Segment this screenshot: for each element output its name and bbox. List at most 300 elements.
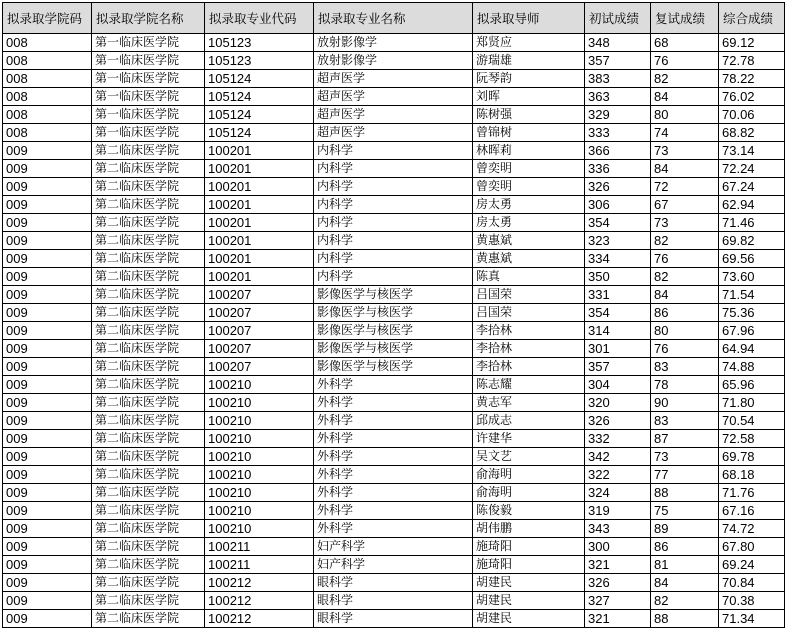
cell-overall-score: 74.72 [719, 520, 785, 538]
cell-major-name: 外科学 [314, 394, 473, 412]
cell-initial-score: 354 [585, 304, 651, 322]
cell-college-code: 009 [3, 520, 92, 538]
cell-initial-score: 321 [585, 610, 651, 628]
cell-college-name: 第二临床医学院 [92, 196, 205, 214]
table-row [3, 124, 785, 142]
cell-retest-score: 84 [651, 574, 719, 592]
table-row [3, 430, 785, 448]
cell-retest-score: 86 [651, 304, 719, 322]
cell-retest-score: 87 [651, 430, 719, 448]
cell-initial-score: 343 [585, 520, 651, 538]
cell-major-code: 100211 [205, 556, 314, 574]
cell-supervisor: 胡建民 [473, 592, 585, 610]
cell-college-name: 第二临床医学院 [92, 466, 205, 484]
cell-major-code: 100201 [205, 250, 314, 268]
cell-overall-score: 70.84 [719, 574, 785, 592]
cell-supervisor: 阮琴韵 [473, 70, 585, 88]
cell-retest-score: 67 [651, 196, 719, 214]
cell-retest-score: 82 [651, 592, 719, 610]
cell-college-code: 009 [3, 304, 92, 322]
cell-major-code: 100210 [205, 466, 314, 484]
cell-supervisor: 俞海明 [473, 484, 585, 502]
cell-college-code: 009 [3, 322, 92, 340]
cell-college-code: 009 [3, 268, 92, 286]
cell-college-code: 008 [3, 52, 92, 70]
cell-supervisor: 李拾林 [473, 358, 585, 376]
table-row [3, 502, 785, 520]
cell-initial-score: 332 [585, 430, 651, 448]
cell-retest-score: 76 [651, 340, 719, 358]
cell-initial-score: 306 [585, 196, 651, 214]
cell-college-name: 第二临床医学院 [92, 250, 205, 268]
table-row [3, 412, 785, 430]
cell-initial-score: 324 [585, 484, 651, 502]
table-row [3, 304, 785, 322]
cell-retest-score: 88 [651, 610, 719, 628]
cell-major-name: 眼科学 [314, 610, 473, 628]
cell-retest-score: 82 [651, 70, 719, 88]
cell-major-code: 100207 [205, 322, 314, 340]
cell-overall-score: 72.78 [719, 52, 785, 70]
cell-overall-score: 69.78 [719, 448, 785, 466]
table-row [3, 610, 785, 628]
cell-college-name: 第二临床医学院 [92, 556, 205, 574]
cell-college-code: 009 [3, 250, 92, 268]
cell-major-code: 100207 [205, 358, 314, 376]
cell-college-code: 009 [3, 484, 92, 502]
cell-supervisor: 施琦阳 [473, 556, 585, 574]
cell-supervisor: 胡建民 [473, 610, 585, 628]
cell-retest-score: 78 [651, 376, 719, 394]
cell-college-name: 第二临床医学院 [92, 322, 205, 340]
table-row [3, 394, 785, 412]
header-initial-score: 初试成绩 [585, 3, 651, 34]
cell-major-name: 外科学 [314, 376, 473, 394]
cell-major-name: 超声医学 [314, 124, 473, 142]
cell-overall-score: 68.82 [719, 124, 785, 142]
cell-college-name: 第二临床医学院 [92, 538, 205, 556]
cell-supervisor: 陈俊毅 [473, 502, 585, 520]
cell-college-code: 008 [3, 34, 92, 52]
cell-retest-score: 86 [651, 538, 719, 556]
cell-major-code: 105124 [205, 88, 314, 106]
cell-college-code: 009 [3, 232, 92, 250]
header-major-name: 拟录取专业名称 [314, 3, 473, 34]
cell-major-code: 105123 [205, 34, 314, 52]
cell-supervisor: 林晖莉 [473, 142, 585, 160]
cell-initial-score: 333 [585, 124, 651, 142]
cell-college-code: 009 [3, 214, 92, 232]
cell-major-name: 影像医学与核医学 [314, 322, 473, 340]
cell-college-code: 009 [3, 502, 92, 520]
header-supervisor: 拟录取导师 [473, 3, 585, 34]
cell-initial-score: 350 [585, 268, 651, 286]
cell-college-name: 第二临床医学院 [92, 268, 205, 286]
cell-retest-score: 73 [651, 214, 719, 232]
cell-overall-score: 76.02 [719, 88, 785, 106]
cell-retest-score: 83 [651, 412, 719, 430]
cell-college-name: 第二临床医学院 [92, 304, 205, 322]
cell-supervisor: 陈志耀 [473, 376, 585, 394]
cell-supervisor: 吕国荣 [473, 304, 585, 322]
cell-college-name: 第二临床医学院 [92, 178, 205, 196]
cell-major-name: 外科学 [314, 484, 473, 502]
cell-initial-score: 331 [585, 286, 651, 304]
cell-college-name: 第二临床医学院 [92, 520, 205, 538]
cell-overall-score: 68.18 [719, 466, 785, 484]
cell-major-code: 100201 [205, 178, 314, 196]
cell-college-code: 009 [3, 556, 92, 574]
table-row [3, 520, 785, 538]
cell-major-code: 105124 [205, 106, 314, 124]
cell-retest-score: 74 [651, 124, 719, 142]
header-college-code: 拟录取学院码 [3, 3, 92, 34]
cell-major-name: 内科学 [314, 160, 473, 178]
cell-initial-score: 354 [585, 214, 651, 232]
cell-major-name: 外科学 [314, 520, 473, 538]
table-row [3, 322, 785, 340]
cell-overall-score: 71.34 [719, 610, 785, 628]
admission-table [2, 2, 785, 628]
cell-college-code: 009 [3, 340, 92, 358]
cell-major-code: 100210 [205, 502, 314, 520]
cell-major-name: 内科学 [314, 142, 473, 160]
cell-major-name: 外科学 [314, 412, 473, 430]
cell-initial-score: 327 [585, 592, 651, 610]
cell-college-name: 第二临床医学院 [92, 142, 205, 160]
table-row [3, 574, 785, 592]
header-major-code: 拟录取专业代码 [205, 3, 314, 34]
cell-supervisor: 黄惠斌 [473, 232, 585, 250]
cell-retest-score: 76 [651, 250, 719, 268]
table-row [3, 286, 785, 304]
cell-supervisor: 郑贤应 [473, 34, 585, 52]
cell-college-name: 第二临床医学院 [92, 412, 205, 430]
table-row [3, 268, 785, 286]
cell-college-name: 第二临床医学院 [92, 358, 205, 376]
cell-overall-score: 67.24 [719, 178, 785, 196]
cell-initial-score: 326 [585, 574, 651, 592]
cell-supervisor: 游瑞雄 [473, 52, 585, 70]
table-row [3, 448, 785, 466]
cell-supervisor: 黄惠斌 [473, 250, 585, 268]
cell-major-code: 100201 [205, 196, 314, 214]
cell-overall-score: 62.94 [719, 196, 785, 214]
cell-college-name: 第二临床医学院 [92, 340, 205, 358]
cell-major-code: 100210 [205, 430, 314, 448]
cell-initial-score: 357 [585, 52, 651, 70]
table-row [3, 88, 785, 106]
cell-initial-score: 336 [585, 160, 651, 178]
cell-overall-score: 71.54 [719, 286, 785, 304]
cell-overall-score: 73.14 [719, 142, 785, 160]
cell-college-code: 009 [3, 142, 92, 160]
cell-college-code: 009 [3, 196, 92, 214]
cell-retest-score: 68 [651, 34, 719, 52]
cell-major-name: 放射影像学 [314, 34, 473, 52]
cell-retest-score: 83 [651, 358, 719, 376]
cell-initial-score: 304 [585, 376, 651, 394]
table-row [3, 70, 785, 88]
cell-major-code: 105124 [205, 70, 314, 88]
cell-major-code: 100210 [205, 448, 314, 466]
cell-major-name: 外科学 [314, 448, 473, 466]
cell-retest-score: 88 [651, 484, 719, 502]
cell-major-code: 100210 [205, 376, 314, 394]
cell-college-code: 009 [3, 448, 92, 466]
cell-initial-score: 314 [585, 322, 651, 340]
cell-supervisor: 许建华 [473, 430, 585, 448]
cell-major-name: 影像医学与核医学 [314, 358, 473, 376]
cell-major-code: 100207 [205, 286, 314, 304]
cell-college-code: 008 [3, 70, 92, 88]
cell-supervisor: 邱成志 [473, 412, 585, 430]
cell-college-code: 009 [3, 466, 92, 484]
table-row [3, 232, 785, 250]
cell-overall-score: 75.36 [719, 304, 785, 322]
table-row [3, 142, 785, 160]
cell-overall-score: 73.60 [719, 268, 785, 286]
cell-major-code: 100212 [205, 592, 314, 610]
cell-overall-score: 72.58 [719, 430, 785, 448]
cell-major-name: 妇产科学 [314, 538, 473, 556]
cell-college-name: 第一临床医学院 [92, 88, 205, 106]
cell-major-name: 影像医学与核医学 [314, 286, 473, 304]
cell-supervisor: 吴文艺 [473, 448, 585, 466]
cell-college-code: 009 [3, 160, 92, 178]
table-row [3, 358, 785, 376]
cell-college-code: 009 [3, 394, 92, 412]
cell-overall-score: 74.88 [719, 358, 785, 376]
cell-retest-score: 84 [651, 88, 719, 106]
cell-major-name: 放射影像学 [314, 52, 473, 70]
cell-overall-score: 67.96 [719, 322, 785, 340]
cell-major-name: 内科学 [314, 196, 473, 214]
cell-supervisor: 房太勇 [473, 196, 585, 214]
cell-overall-score: 69.12 [719, 34, 785, 52]
cell-college-name: 第二临床医学院 [92, 376, 205, 394]
cell-major-code: 100201 [205, 142, 314, 160]
cell-major-name: 超声医学 [314, 70, 473, 88]
cell-overall-score: 70.54 [719, 412, 785, 430]
cell-overall-score: 69.24 [719, 556, 785, 574]
table-row [3, 106, 785, 124]
cell-major-name: 内科学 [314, 268, 473, 286]
cell-major-name: 内科学 [314, 250, 473, 268]
cell-college-name: 第二临床医学院 [92, 214, 205, 232]
cell-college-name: 第一临床医学院 [92, 34, 205, 52]
cell-initial-score: 348 [585, 34, 651, 52]
cell-major-code: 105123 [205, 52, 314, 70]
table-row [3, 340, 785, 358]
cell-retest-score: 73 [651, 448, 719, 466]
cell-initial-score: 357 [585, 358, 651, 376]
cell-major-code: 100211 [205, 538, 314, 556]
cell-college-name: 第二临床医学院 [92, 502, 205, 520]
cell-supervisor: 陈树强 [473, 106, 585, 124]
cell-retest-score: 82 [651, 268, 719, 286]
cell-supervisor: 曾锦树 [473, 124, 585, 142]
cell-initial-score: 383 [585, 70, 651, 88]
cell-major-code: 100210 [205, 394, 314, 412]
cell-supervisor: 房太勇 [473, 214, 585, 232]
cell-major-name: 影像医学与核医学 [314, 340, 473, 358]
cell-supervisor: 李拾林 [473, 340, 585, 358]
table-row [3, 160, 785, 178]
header-college-name: 拟录取学院名称 [92, 3, 205, 34]
cell-retest-score: 80 [651, 106, 719, 124]
cell-overall-score: 71.76 [719, 484, 785, 502]
cell-college-name: 第二临床医学院 [92, 610, 205, 628]
cell-supervisor: 施琦阳 [473, 538, 585, 556]
cell-supervisor: 吕国荣 [473, 286, 585, 304]
cell-overall-score: 78.22 [719, 70, 785, 88]
cell-college-name: 第二临床医学院 [92, 232, 205, 250]
cell-overall-score: 69.56 [719, 250, 785, 268]
cell-initial-score: 322 [585, 466, 651, 484]
cell-retest-score: 82 [651, 232, 719, 250]
cell-college-code: 009 [3, 178, 92, 196]
table-row [3, 34, 785, 52]
cell-overall-score: 69.82 [719, 232, 785, 250]
cell-major-name: 内科学 [314, 178, 473, 196]
cell-major-name: 妇产科学 [314, 556, 473, 574]
cell-major-name: 外科学 [314, 430, 473, 448]
cell-retest-score: 89 [651, 520, 719, 538]
cell-initial-score: 300 [585, 538, 651, 556]
cell-college-code: 009 [3, 610, 92, 628]
cell-college-code: 009 [3, 574, 92, 592]
cell-overall-score: 71.46 [719, 214, 785, 232]
cell-college-code: 009 [3, 592, 92, 610]
cell-initial-score: 366 [585, 142, 651, 160]
header-row [3, 3, 785, 34]
cell-initial-score: 363 [585, 88, 651, 106]
cell-overall-score: 67.16 [719, 502, 785, 520]
cell-college-name: 第二临床医学院 [92, 430, 205, 448]
cell-college-code: 009 [3, 430, 92, 448]
cell-retest-score: 73 [651, 142, 719, 160]
cell-retest-score: 80 [651, 322, 719, 340]
cell-overall-score: 70.06 [719, 106, 785, 124]
cell-major-code: 100201 [205, 232, 314, 250]
cell-supervisor: 曾奕明 [473, 178, 585, 196]
cell-overall-score: 71.80 [719, 394, 785, 412]
cell-major-code: 100207 [205, 340, 314, 358]
cell-major-code: 100210 [205, 412, 314, 430]
cell-college-code: 008 [3, 106, 92, 124]
cell-major-code: 100201 [205, 160, 314, 178]
cell-retest-score: 81 [651, 556, 719, 574]
cell-college-name: 第二临床医学院 [92, 592, 205, 610]
cell-overall-score: 65.96 [719, 376, 785, 394]
cell-retest-score: 84 [651, 160, 719, 178]
table-row [3, 52, 785, 70]
cell-college-name: 第二临床医学院 [92, 574, 205, 592]
table-row [3, 484, 785, 502]
cell-overall-score: 64.94 [719, 340, 785, 358]
cell-major-name: 超声医学 [314, 88, 473, 106]
cell-college-name: 第一临床医学院 [92, 70, 205, 88]
cell-major-name: 外科学 [314, 466, 473, 484]
cell-supervisor: 曾奕明 [473, 160, 585, 178]
cell-college-name: 第一临床医学院 [92, 124, 205, 142]
cell-college-name: 第二临床医学院 [92, 448, 205, 466]
cell-overall-score: 67.80 [719, 538, 785, 556]
cell-major-code: 100212 [205, 574, 314, 592]
table-row [3, 196, 785, 214]
cell-major-code: 100201 [205, 214, 314, 232]
cell-major-name: 影像医学与核医学 [314, 304, 473, 322]
cell-major-name: 内科学 [314, 214, 473, 232]
table-row [3, 250, 785, 268]
cell-supervisor: 黄志军 [473, 394, 585, 412]
cell-college-code: 008 [3, 88, 92, 106]
cell-initial-score: 334 [585, 250, 651, 268]
table-row [3, 592, 785, 610]
cell-retest-score: 77 [651, 466, 719, 484]
cell-major-code: 105124 [205, 124, 314, 142]
cell-major-code: 100210 [205, 484, 314, 502]
cell-major-code: 100201 [205, 268, 314, 286]
cell-initial-score: 321 [585, 556, 651, 574]
cell-major-name: 眼科学 [314, 592, 473, 610]
cell-college-code: 009 [3, 358, 92, 376]
cell-initial-score: 323 [585, 232, 651, 250]
cell-retest-score: 75 [651, 502, 719, 520]
cell-overall-score: 70.38 [719, 592, 785, 610]
cell-supervisor: 李拾林 [473, 322, 585, 340]
cell-supervisor: 胡建民 [473, 574, 585, 592]
cell-college-code: 009 [3, 412, 92, 430]
cell-retest-score: 76 [651, 52, 719, 70]
table-row [3, 376, 785, 394]
cell-major-name: 外科学 [314, 502, 473, 520]
cell-supervisor: 刘晖 [473, 88, 585, 106]
cell-supervisor: 陈真 [473, 268, 585, 286]
cell-initial-score: 326 [585, 412, 651, 430]
cell-college-code: 009 [3, 376, 92, 394]
cell-major-name: 内科学 [314, 232, 473, 250]
cell-supervisor: 俞海明 [473, 466, 585, 484]
cell-overall-score: 72.24 [719, 160, 785, 178]
cell-major-name: 超声医学 [314, 106, 473, 124]
cell-major-code: 100212 [205, 610, 314, 628]
cell-college-name: 第二临床医学院 [92, 160, 205, 178]
cell-initial-score: 301 [585, 340, 651, 358]
table-body [3, 34, 785, 628]
cell-initial-score: 329 [585, 106, 651, 124]
cell-initial-score: 326 [585, 178, 651, 196]
cell-initial-score: 319 [585, 502, 651, 520]
cell-college-code: 009 [3, 286, 92, 304]
table-row [3, 466, 785, 484]
header-overall-score: 综合成绩 [719, 3, 785, 34]
cell-retest-score: 72 [651, 178, 719, 196]
cell-initial-score: 342 [585, 448, 651, 466]
cell-major-code: 100207 [205, 304, 314, 322]
cell-college-name: 第一临床医学院 [92, 106, 205, 124]
table-row [3, 556, 785, 574]
cell-college-name: 第二临床医学院 [92, 484, 205, 502]
header-retest-score: 复试成绩 [651, 3, 719, 34]
cell-major-code: 100210 [205, 520, 314, 538]
table-row [3, 178, 785, 196]
cell-supervisor: 胡伟鹏 [473, 520, 585, 538]
cell-retest-score: 90 [651, 394, 719, 412]
cell-major-name: 眼科学 [314, 574, 473, 592]
cell-college-name: 第二临床医学院 [92, 286, 205, 304]
